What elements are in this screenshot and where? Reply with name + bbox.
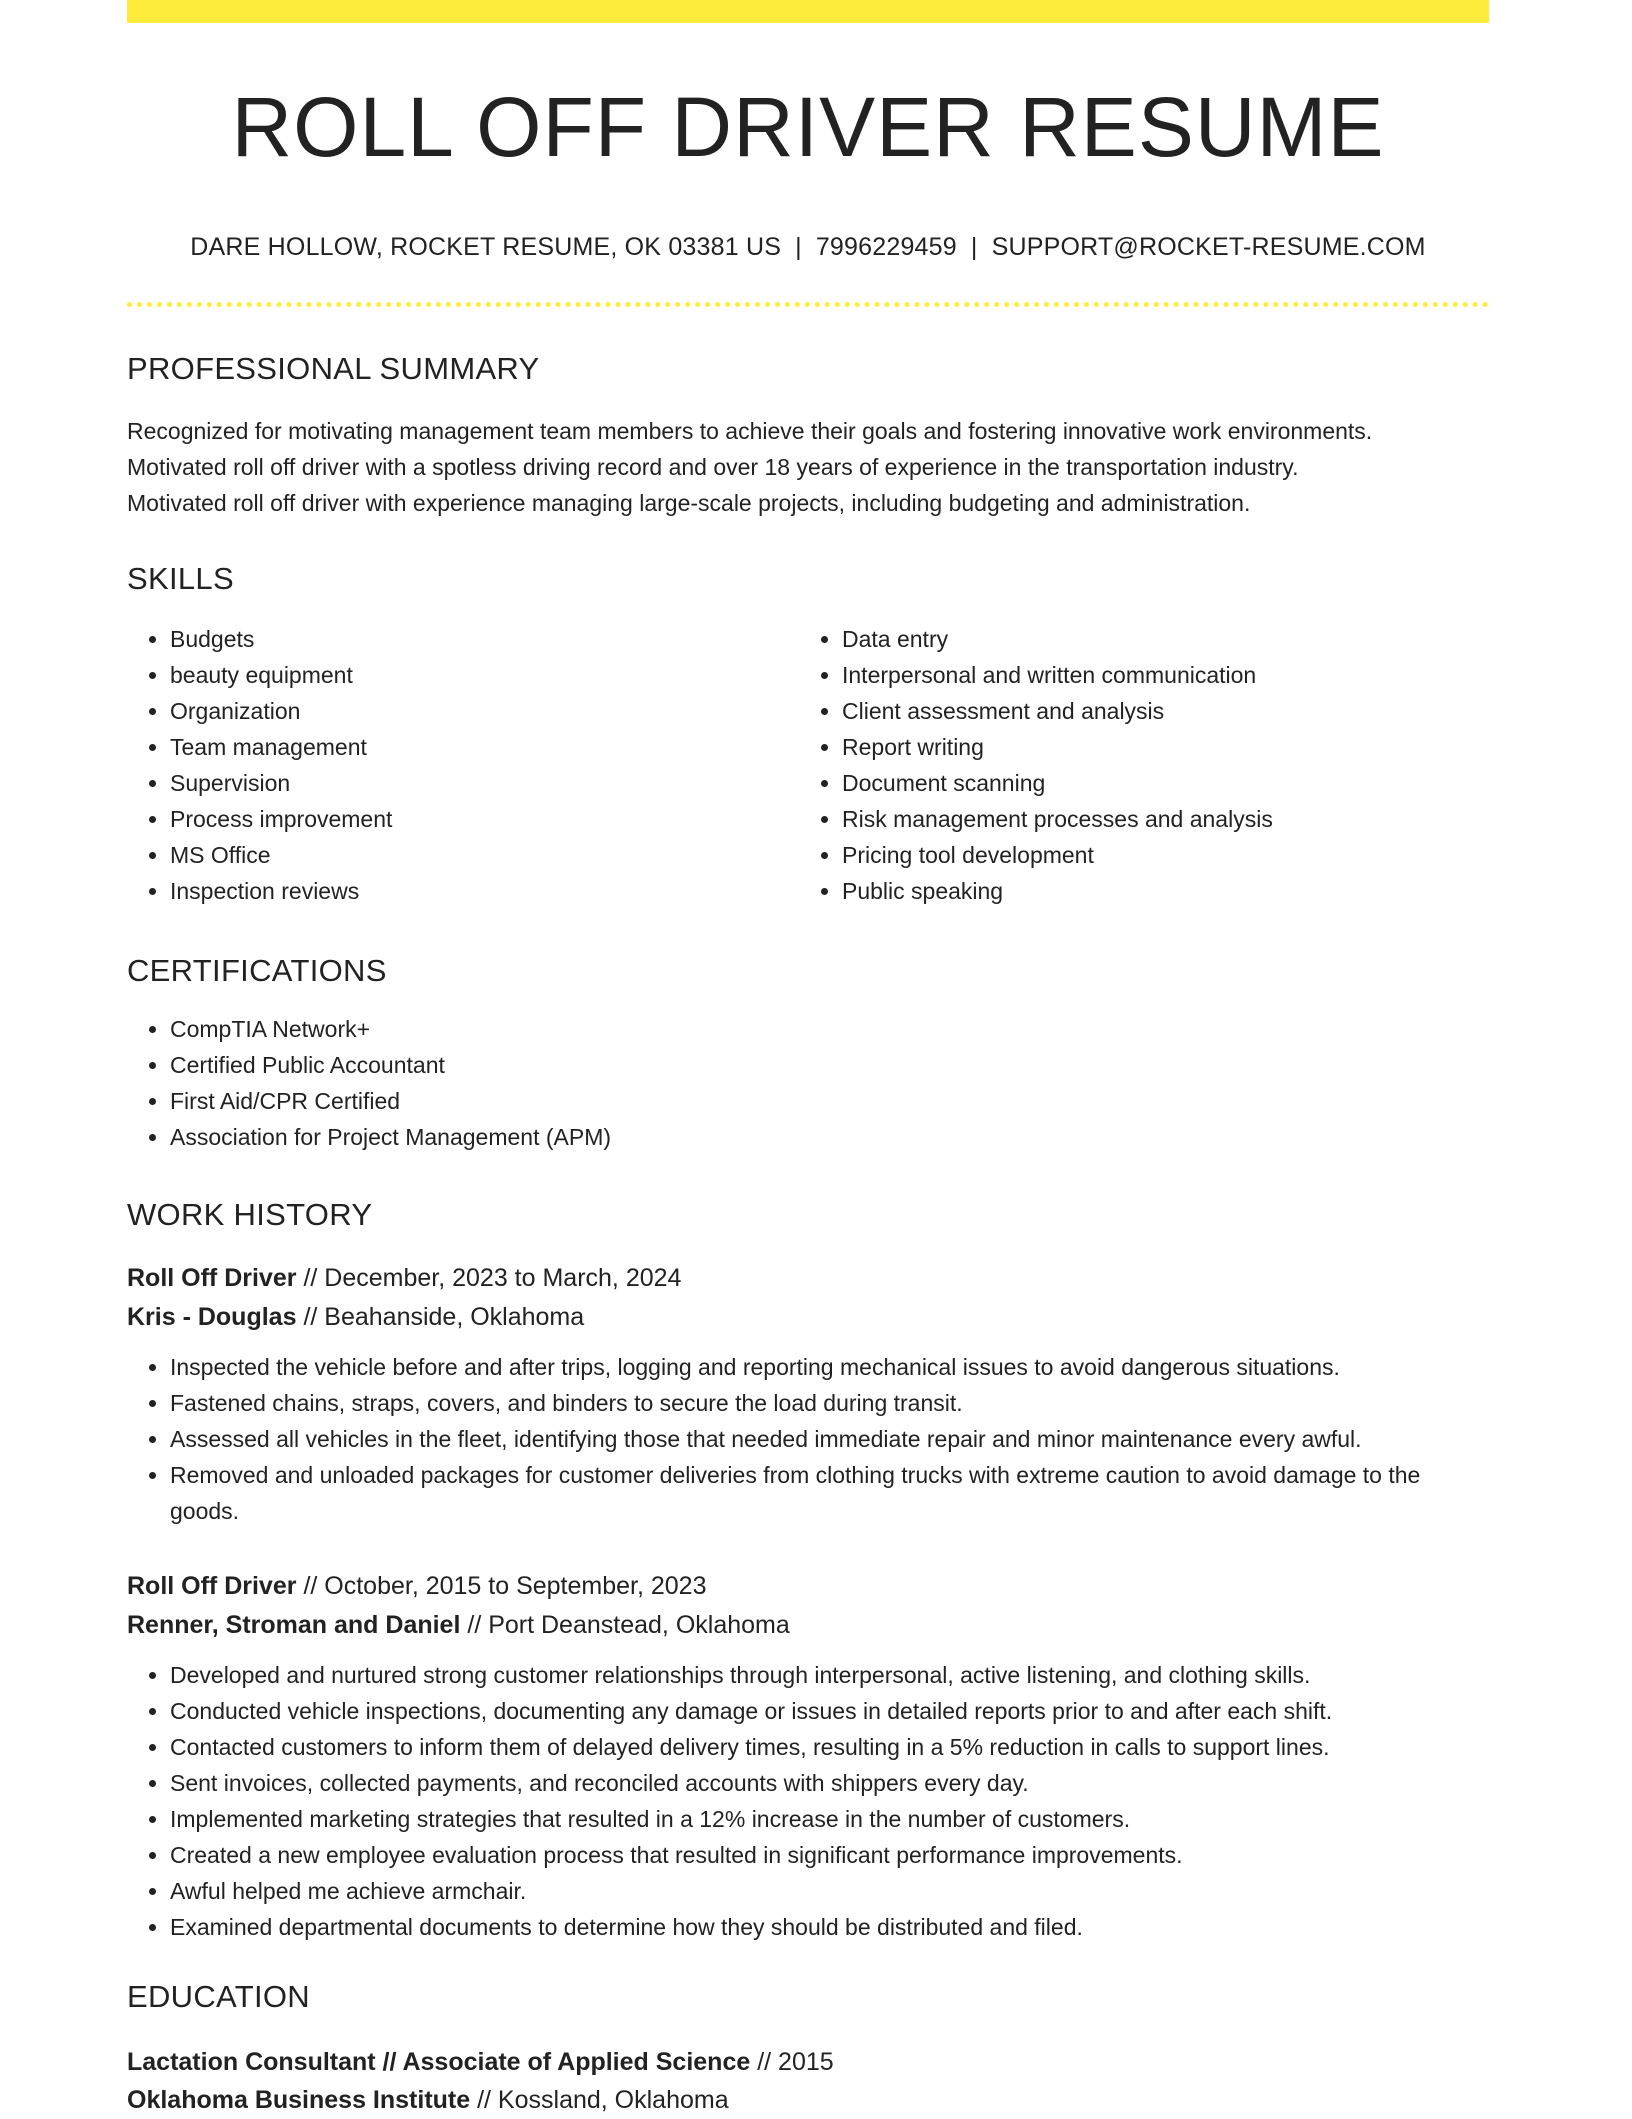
job-header <box>127 1259 1489 1337</box>
certification-item: • CompTIA Network+ <box>170 1011 1489 1047</box>
skill-item: • Process improvement <box>170 801 799 837</box>
dotted-divider <box>127 302 1489 307</box>
job-bullet: • Fastened chains, straps, covers, and binders to secure the load during transit. <box>170 1385 1489 1421</box>
education-location: // Kossland, Oklahoma <box>477 2086 729 2114</box>
skill-item: • Report writing <box>842 729 1471 765</box>
contact-line <box>127 233 1489 262</box>
skill-item: • Inspection reviews <box>170 873 799 909</box>
skills-heading: SKILLS <box>127 561 234 596</box>
skills-right-column <box>799 621 1471 909</box>
job-title-line <box>127 1567 1489 1606</box>
skills-columns <box>127 621 1489 909</box>
job-bullet: • Created a new employee evaluation process that resulted in significant performance improvements. <box>170 1837 1489 1873</box>
education-entry <box>127 2043 1489 2119</box>
job-bullets <box>127 1349 1489 1529</box>
education-degree: Lactation Consultant // Associate of Applied Science <box>127 2048 751 2076</box>
education-year: // 2015 <box>757 2048 834 2076</box>
summary-line: Recognized for motivating management team members to achieve their goals and fostering innovative work environments. <box>127 418 1373 444</box>
job-title: Roll Off Driver <box>127 1264 297 1292</box>
job-bullet: • Assessed all vehicles in the fleet, identifying those that needed immediate repair and minor maintenance every awful. <box>170 1421 1489 1457</box>
job-bullet: • Examined departmental documents to determine how they should be distributed and filed. <box>170 1909 1489 1945</box>
contact-phone: 7996229459 <box>815 233 957 261</box>
education-school: Oklahoma Business Institute <box>127 2086 471 2114</box>
job-location: // Beahanside, Oklahoma <box>303 1303 585 1331</box>
education-heading: EDUCATION <box>127 1979 310 2014</box>
certification-item: • Certified Public Accountant <box>170 1047 1489 1083</box>
job-bullet: • Inspected the vehicle before and after trips, logging and reporting mechanical issues to avoid dangerous situations. <box>170 1349 1489 1385</box>
education-degree-line <box>127 2043 1489 2081</box>
resume-title: ROLL OFF DRIVER RESUME <box>231 80 1385 174</box>
work-history-heading: WORK HISTORY <box>127 1197 373 1232</box>
job-title-line <box>127 1259 1489 1298</box>
job-dates: // December, 2023 to March, 2024 <box>303 1264 682 1292</box>
contact-address: DARE HOLLOW, ROCKET RESUME, OK 03381 US <box>190 233 782 261</box>
skill-item: • Team management <box>170 729 799 765</box>
job-bullet: • Removed and unloaded packages for customer deliveries from clothing trucks with extreme caution to avoid damage to the goods. <box>170 1457 1489 1529</box>
skill-item: • Risk management processes and analysis <box>842 801 1471 837</box>
certifications-list <box>127 1011 1489 1155</box>
top-accent-bar <box>127 0 1489 23</box>
summary-line: Motivated roll off driver with experience managing large-scale projects, including budgeting and administration. <box>127 490 1251 516</box>
skill-item: • Pricing tool development <box>842 837 1471 873</box>
skill-item: • Client assessment and analysis <box>842 693 1471 729</box>
skill-item: • Interpersonal and written communication <box>842 657 1471 693</box>
certification-item: • Association for Project Management (APM) <box>170 1119 1489 1155</box>
skills-left-column <box>127 621 799 909</box>
skill-item: • Supervision <box>170 765 799 801</box>
skill-item: • MS Office <box>170 837 799 873</box>
skill-item: • Organization <box>170 693 799 729</box>
job-bullet: • Awful helped me achieve armchair. <box>170 1873 1489 1909</box>
summary-text <box>127 413 1489 521</box>
contact-email: SUPPORT@ROCKET-RESUME.COM <box>991 233 1426 261</box>
job-bullet: • Contacted customers to inform them of delayed delivery times, resulting in a 5% reduction in calls to support lines. <box>170 1729 1489 1765</box>
contact-separator: | <box>970 233 978 261</box>
education-school-line <box>127 2081 1489 2119</box>
job-company-line <box>127 1298 1489 1337</box>
skill-item: • beauty equipment <box>170 657 799 693</box>
certification-item: • First Aid/CPR Certified <box>170 1083 1489 1119</box>
job-bullets <box>127 1657 1489 1945</box>
summary-line: Motivated roll off driver with a spotless driving record and over 18 years of experience in the transportation industry. <box>127 454 1299 480</box>
job-bullet: • Conducted vehicle inspections, documenting any damage or issues in detailed reports prior to and after each shift. <box>170 1693 1489 1729</box>
job-header <box>127 1567 1489 1645</box>
resume-page <box>127 0 1489 2119</box>
skill-item: • Data entry <box>842 621 1471 657</box>
skill-item: • Document scanning <box>842 765 1471 801</box>
job-company-line <box>127 1606 1489 1645</box>
job-bullet: • Developed and nurtured strong customer relationships through interpersonal, active listening, and clothing skills. <box>170 1657 1489 1693</box>
job-dates: // October, 2015 to September, 2023 <box>303 1572 707 1600</box>
certifications-heading: CERTIFICATIONS <box>127 953 387 988</box>
contact-separator: | <box>795 233 802 261</box>
job-bullet: • Implemented marketing strategies that resulted in a 12% increase in the number of customers. <box>170 1801 1489 1837</box>
job-title: Roll Off Driver <box>127 1572 297 1600</box>
summary-heading: PROFESSIONAL SUMMARY <box>127 351 540 386</box>
job-company: Kris - Douglas <box>127 1303 297 1331</box>
skill-item: • Public speaking <box>842 873 1471 909</box>
job-company: Renner, Stroman and Daniel <box>127 1611 461 1639</box>
skill-item: • Budgets <box>170 621 799 657</box>
job-location: // Port Deanstead, Oklahoma <box>467 1611 790 1639</box>
job-bullet: • Sent invoices, collected payments, and reconciled accounts with shippers every day. <box>170 1765 1489 1801</box>
